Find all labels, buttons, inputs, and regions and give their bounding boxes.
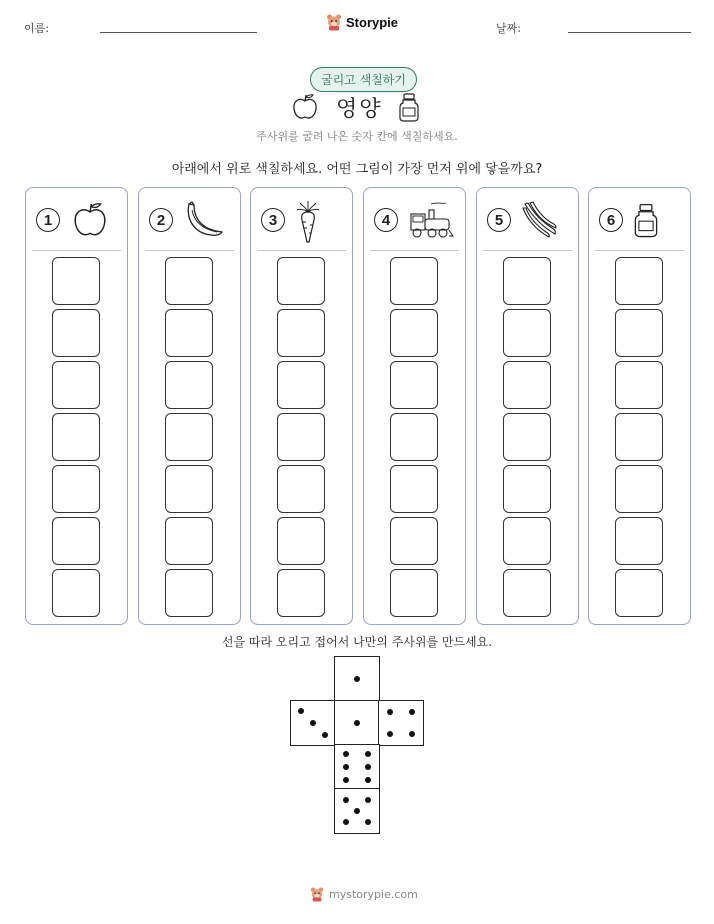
column-divider [483, 250, 572, 251]
bear-mascot-icon [310, 886, 324, 902]
column-4 [363, 187, 466, 625]
date-label: 날짜: [496, 22, 521, 35]
dice-pip [343, 751, 349, 757]
column-1 [25, 187, 128, 625]
dice-face-1 [334, 700, 380, 746]
column-number: 2 [149, 208, 173, 232]
color-box[interactable] [165, 517, 213, 565]
dice-pip [354, 808, 360, 814]
color-box[interactable] [390, 413, 438, 461]
color-box[interactable] [615, 569, 663, 617]
brand-logo [326, 13, 398, 31]
color-box[interactable] [52, 517, 100, 565]
dice-pip [322, 732, 328, 738]
color-box[interactable] [615, 361, 663, 409]
dice-pip [365, 797, 371, 803]
color-box[interactable] [390, 517, 438, 565]
color-box[interactable] [390, 309, 438, 357]
column-number: 5 [487, 208, 511, 232]
color-box[interactable] [503, 465, 551, 513]
color-box[interactable] [615, 413, 663, 461]
color-box[interactable] [277, 361, 325, 409]
color-box[interactable] [165, 361, 213, 409]
name-line[interactable] [100, 32, 257, 33]
banana-icon [183, 200, 225, 244]
dice-net [290, 656, 426, 836]
dice-face-3 [290, 700, 336, 746]
dice-pip [354, 676, 360, 682]
color-box[interactable] [390, 361, 438, 409]
jar-icon [633, 200, 659, 244]
color-box[interactable] [165, 309, 213, 357]
color-box[interactable] [277, 309, 325, 357]
dice-pip [365, 777, 371, 783]
color-box[interactable] [615, 517, 663, 565]
color-box[interactable] [503, 309, 551, 357]
dice-pip [409, 709, 415, 715]
color-box[interactable] [615, 465, 663, 513]
carrot-icon [295, 200, 321, 248]
color-box[interactable] [503, 257, 551, 305]
color-box[interactable] [165, 569, 213, 617]
dice-pip [387, 731, 393, 737]
dice-pip [354, 720, 360, 726]
color-box[interactable] [165, 413, 213, 461]
green-beans-icon [521, 200, 559, 244]
train-icon [408, 200, 454, 244]
color-box[interactable] [503, 569, 551, 617]
column-divider [32, 250, 121, 251]
date-line[interactable] [568, 32, 691, 33]
name-label: 이름: [24, 22, 49, 35]
color-box[interactable] [52, 465, 100, 513]
column-number: 4 [374, 208, 398, 232]
dice-pip [343, 777, 349, 783]
color-box[interactable] [277, 413, 325, 461]
dice-pip [387, 709, 393, 715]
color-box[interactable] [503, 413, 551, 461]
jar-icon [398, 92, 420, 122]
color-box[interactable] [52, 257, 100, 305]
dice-instruction: 선을 따라 오리고 접어서 나만의 주사위를 만드세요. [221, 635, 493, 649]
column-divider [145, 250, 234, 251]
color-box[interactable] [615, 257, 663, 305]
dice-pip [310, 720, 316, 726]
dice-face-6 [334, 744, 380, 790]
footer-site[interactable]: mystorypie.com [329, 887, 418, 901]
activity-badge: 굴리고 색칠하기 [310, 67, 417, 92]
color-box[interactable] [52, 309, 100, 357]
footer [310, 886, 418, 902]
color-box[interactable] [390, 465, 438, 513]
dice-face-5 [334, 788, 380, 834]
page-title: 영양 [336, 97, 383, 122]
dice-face-1 [334, 656, 380, 702]
apple-icon [70, 200, 110, 244]
dice-pip [409, 731, 415, 737]
color-box[interactable] [390, 257, 438, 305]
column-divider [370, 250, 459, 251]
color-box[interactable] [503, 517, 551, 565]
column-divider [257, 250, 346, 251]
column-divider [595, 250, 684, 251]
dice-pip [365, 819, 371, 825]
column-6 [588, 187, 691, 625]
brand-name: Storypie [346, 14, 399, 30]
color-box[interactable] [277, 517, 325, 565]
color-box[interactable] [277, 465, 325, 513]
column-3 [250, 187, 353, 625]
column-number: 1 [36, 208, 60, 232]
dice-pip [343, 797, 349, 803]
column-number: 6 [599, 208, 623, 232]
color-box[interactable] [165, 257, 213, 305]
dice-pip [298, 708, 304, 714]
dice-pip [365, 751, 371, 757]
color-box[interactable] [277, 569, 325, 617]
color-box[interactable] [390, 569, 438, 617]
color-box[interactable] [165, 465, 213, 513]
page-subtitle: 주사위를 굴려 나온 숫자 칸에 색칠하세요. [256, 130, 458, 143]
color-box[interactable] [52, 361, 100, 409]
color-box[interactable] [277, 257, 325, 305]
bear-mascot-icon [326, 13, 342, 31]
column-number: 3 [261, 208, 285, 232]
apple-icon [290, 92, 320, 122]
instruction-text: 아래에서 위로 색칠하세요. 어떤 그림이 가장 먼저 위에 닿을까요? [171, 162, 543, 177]
dice-pip [343, 819, 349, 825]
color-box[interactable] [615, 309, 663, 357]
column-2 [138, 187, 241, 625]
dice-face-4 [378, 700, 424, 746]
dice-pip [343, 764, 349, 770]
column-5 [476, 187, 579, 625]
dice-pip [365, 764, 371, 770]
color-box[interactable] [503, 361, 551, 409]
color-box[interactable] [52, 569, 100, 617]
color-box[interactable] [52, 413, 100, 461]
